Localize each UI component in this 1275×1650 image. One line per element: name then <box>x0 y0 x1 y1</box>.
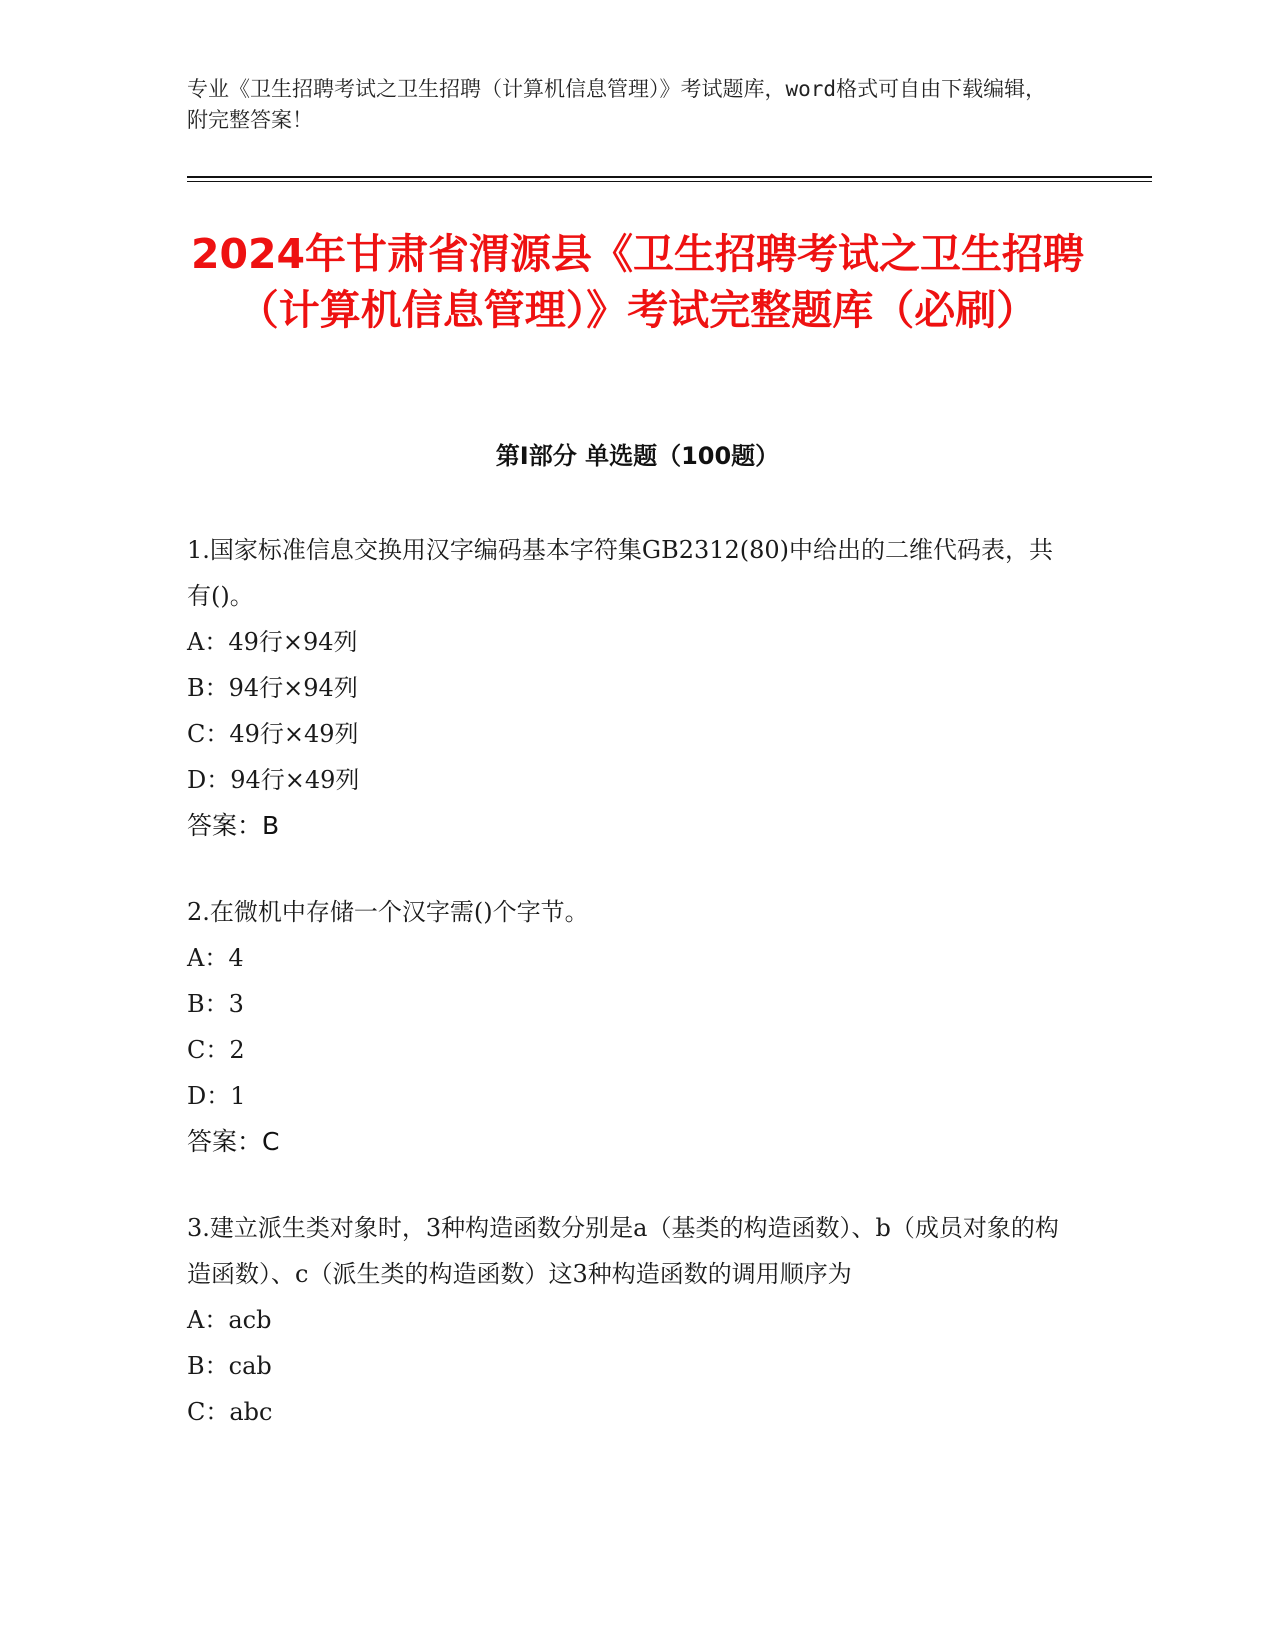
question-stem: 1.国家标准信息交换用汉字编码基本字符集GB2312(80)中给出的二维代码表，共有()。 <box>187 536 1054 610</box>
option-d: D：1 <box>187 1082 246 1110</box>
option-c: C：49行×49列 <box>187 720 359 748</box>
answer-line: 答案：B <box>187 811 280 840</box>
document-title: 2024年甘肃省渭源县《卫生招聘考试之卫生招聘（计算机信息管理）》考试完整题库（必刷） <box>190 230 1085 334</box>
option-b: B：cab <box>187 1352 272 1380</box>
question-stem: 3.建立派生类对象时，3种构造函数分别是a（基类的构造函数）、b（成员对象的构造函数）、c（派生类的构造函数）这3种构造函数的调用顺序为 <box>187 1214 1059 1288</box>
option-a: A：acb <box>187 1306 272 1334</box>
answer-line: 答案：C <box>187 1127 280 1156</box>
question-stem: 2.在微机中存储一个汉字需()个字节。 <box>187 898 589 926</box>
question-2 <box>187 889 1067 1165</box>
question-3 <box>187 1205 1067 1435</box>
option-b: B：3 <box>187 990 244 1018</box>
option-c: C：2 <box>187 1036 245 1064</box>
question-list <box>187 527 1067 1475</box>
option-d: D：94行×49列 <box>187 766 360 794</box>
option-a: A：4 <box>187 944 244 972</box>
question-1 <box>187 527 1067 849</box>
section-title: 第Ⅰ部分 单选题（100题） <box>495 442 780 470</box>
option-b: B：94行×94列 <box>187 674 358 702</box>
option-a: A：49行×94列 <box>187 628 358 656</box>
header-divider-thick <box>187 176 1152 178</box>
header-note: 专业《卫生招聘考试之卫生招聘（计算机信息管理）》考试题库，word格式可自由下载编辑，附完整答案！ <box>187 77 1047 132</box>
option-c: C：abc <box>187 1398 273 1426</box>
header-divider-thin <box>187 181 1152 182</box>
